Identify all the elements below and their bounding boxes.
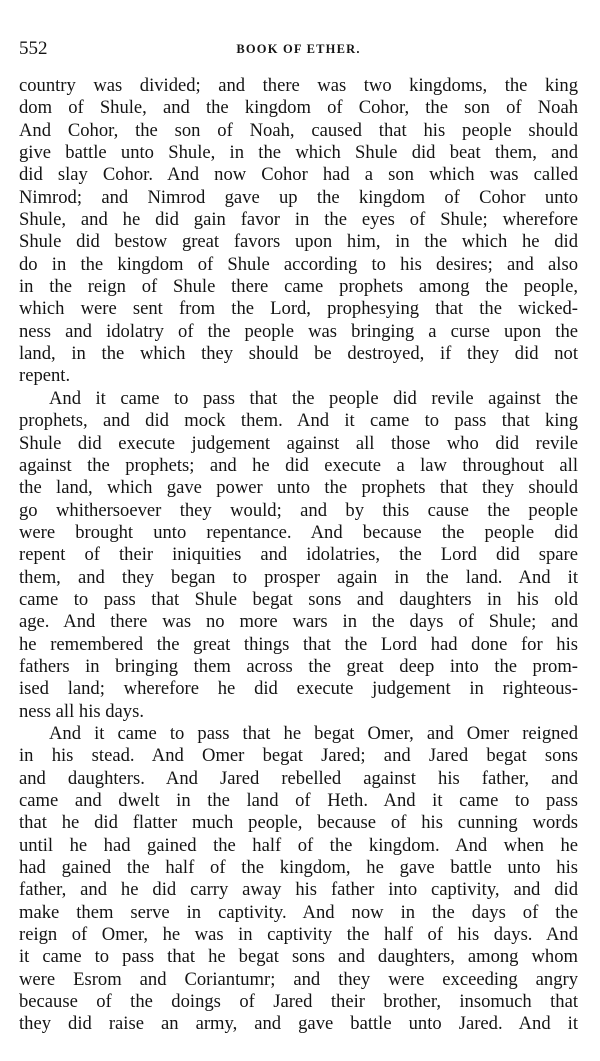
text-line: until he had gained the half of the kingdom. And when he [19, 834, 578, 856]
text-line: ised land; wherefore he did execute judgement in righteous- [19, 678, 578, 700]
text-line: Shule, and he did gain favor in the eyes of Shule; wherefore [19, 209, 578, 231]
body-text [19, 75, 578, 1036]
text-line: came and dwelt in the land of Heth. And it came to pass [19, 790, 578, 811]
text-line: repent. [19, 365, 71, 387]
text-line: Nimrod; and Nimrod gave up the kingdom of Cohor unto [19, 186, 578, 208]
text-line: ness all his days. [19, 700, 144, 722]
text-line: fathers in bringing them across the great deep into the prom- [19, 655, 578, 677]
text-line: land, in the which they should be destroyed, if they did not [19, 343, 578, 365]
text-line: Shule did execute judgement against all those who did revile [19, 432, 578, 454]
text-line: dom of Shule, and the kingdom of Cohor, the son of Noah [19, 97, 578, 119]
text-line: And Cohor, the son of Noah, caused that his people should [19, 119, 578, 141]
text-line: and daughters. And Jared rebelled against his father, and [19, 767, 578, 789]
text-line: which were sent from the Lord, prophesying that the wicked- [19, 298, 578, 320]
text-line: because of the doings of Jared their brother, insomuch that [19, 991, 578, 1013]
text-line: repent of their iniquities and idolatries, the Lord did spare [19, 544, 578, 566]
text-line: had gained the half of the kingdom, he gave battle unto his [19, 857, 578, 879]
text-line: against the prophets; and he did execute a law throughout all [19, 454, 578, 476]
text-line: he remembered the great things that the Lord had done for his [19, 633, 578, 655]
text-line: were Esrom and Coriantumr; and they were exceeding angry [19, 968, 578, 990]
text-line: they did raise an army, and gave battle unto Jared. And it [19, 1013, 578, 1035]
text-line: reign of Omer, he was in captivity the half of his days. And [19, 924, 578, 946]
text-line: country was divided; and there was two kingdoms, the king [19, 75, 578, 96]
text-line: did slay Cohor. And now Cohor had a son which was called [19, 164, 578, 186]
text-line: in his stead. And Omer begat Jared; and Jared begat sons [19, 745, 578, 767]
text-line: ness and idolatry of the people was bringing a curse upon the [19, 320, 578, 342]
text-line: do in the kingdom of Shule according to his desires; and also [19, 253, 578, 275]
text-line: father, and he did carry away his father into captivity, and did [19, 879, 578, 901]
page-header [19, 38, 578, 62]
page-number: 552 [19, 38, 48, 59]
text-line: in the reign of Shule there came prophets among the people, [19, 276, 578, 298]
text-line: that he did flatter much people, because of his cunning words [19, 812, 578, 834]
running-title: BOOK OF ETHER. [236, 42, 361, 56]
text-line: came to pass that Shule begat sons and daughters in his old [19, 588, 578, 610]
text-line: Shule did bestow great favors upon him, in the which he did [19, 231, 578, 253]
text-line: give battle unto Shule, in the which Shule did beat them, and [19, 142, 578, 164]
text-line: the land, which gave power unto the prophets that they should [19, 477, 578, 499]
text-line: prophets, and did mock them. And it came to pass that king [19, 410, 578, 432]
paragraph-first-line: And it came to pass that he begat Omer, and Omer reigned [49, 722, 578, 744]
text-line: them, and they began to prosper again in the land. And it [19, 566, 578, 588]
text-line: were brought unto repentance. And because the people did [19, 521, 578, 543]
text-line: age. And there was no more wars in the days of Shule; and [19, 611, 578, 633]
text-line: go whithersoever they would; and by this cause the people [19, 499, 578, 521]
text-line: make them serve in captivity. And now in the days of the [19, 901, 578, 923]
text-line: it came to pass that he begat sons and daughters, among whom [19, 946, 578, 968]
paragraph-first-line: And it came to pass that the people did revile against the [49, 387, 578, 409]
